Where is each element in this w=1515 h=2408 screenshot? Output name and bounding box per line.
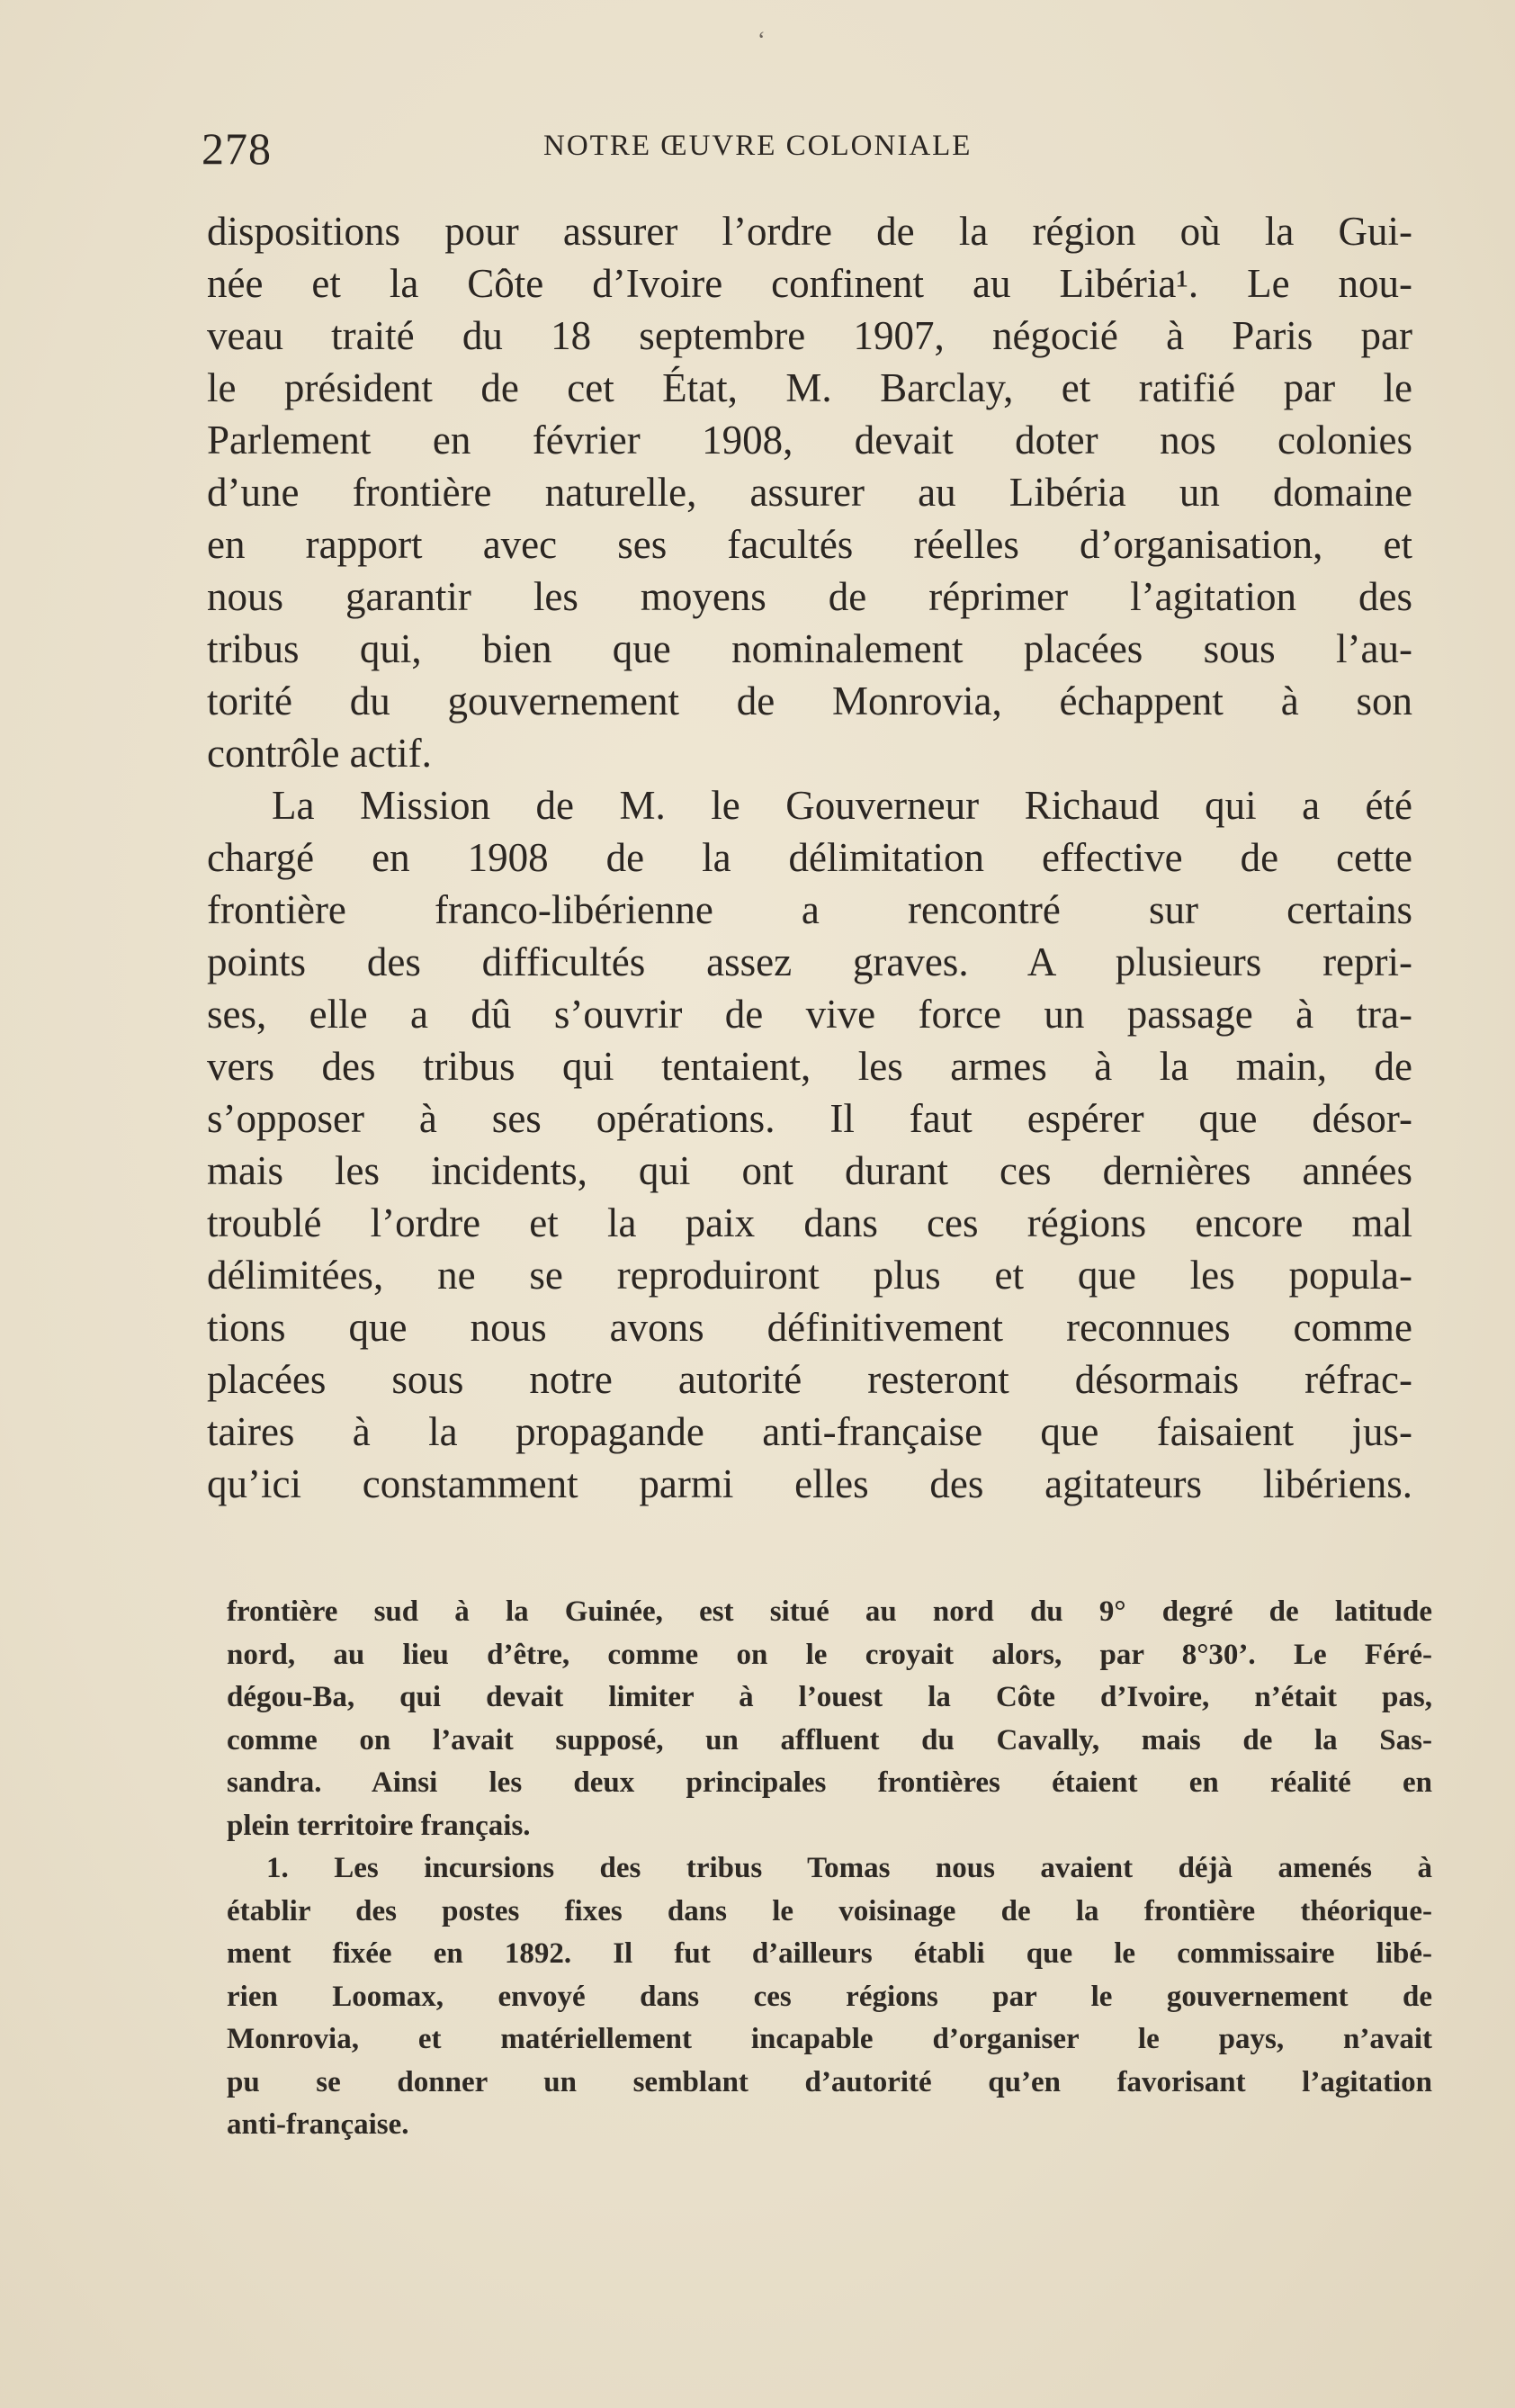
text-line: délimitées, ne se reproduiront plus et que les popula- [207,1253,1412,1298]
footnote-line: Monrovia, et matériellement incapable d’organiser le pays, n’avait [227,2023,1432,2055]
text-line: points des difficultés assez graves. A plusieurs repri- [207,939,1412,984]
footnote-line: établir des postes fixes dans le voisinage de la frontière théorique- [227,1894,1432,1927]
footnote-line: sandra. Ainsi les deux principales frontières étaient en réalité en [227,1766,1432,1799]
footnotes [227,1591,1432,2147]
text-line: torité du gouvernement de Monrovia, échappent à son [207,678,1412,723]
footnote-line: dégou-Ba, qui devait limiter à l’ouest la Côte d’Ivoire, n’était pas, [227,1681,1432,1713]
text-line: taires à la propagande anti-française que faisaient jus- [207,1409,1412,1454]
text-line: tions que nous avons définitivement reconnues comme [207,1305,1412,1350]
main-text [207,205,1412,1510]
text-line: le président de cet État, M. Barclay, et ratifié par le [207,365,1412,410]
print-mark: ‘ [758,27,766,53]
footnote-line: plein territoire français. [227,1809,531,1842]
text-line: vers des tribus qui tentaient, les armes à la main, de [207,1044,1412,1089]
text-line: Parlement en février 1908, devait doter nos colonies [207,418,1412,463]
text-line: placées sous notre autorité resteront désormais réfrac- [207,1357,1412,1402]
text-line: frontière franco-libérienne a rencontré sur certains [207,887,1412,932]
text-line: dispositions pour assurer l’ordre de la région où la Gui- [207,209,1412,254]
text-line: tribus qui, bien que nominalement placées sous l’au- [207,626,1412,671]
text-line: La Mission de M. le Gouverneur Richaud qui a été [272,783,1412,828]
page-number: 278 [202,123,272,174]
footnote-line: rien Loomax, envoyé dans ces régions par le gouvernement de [227,1980,1432,2013]
text-line: chargé en 1908 de la délimitation effective de cette [207,835,1412,880]
text-line: s’opposer à ses opérations. Il faut espérer que désor- [207,1096,1412,1141]
running-title: NOTRE ŒUVRE COLONIALE [543,130,973,162]
text-line: ses, elle a dû s’ouvrir de vive force un passage à tra- [207,992,1412,1037]
text-line: troublé l’ordre et la paix dans ces régions encore mal [207,1200,1412,1245]
footnote-line: ment fixée en 1892. Il fut d’ailleurs établi que le commissaire libé- [227,1937,1432,1970]
text-line: nous garantir les moyens de réprimer l’agitation des [207,574,1412,619]
footnote-line: 1. Les incursions des tribus Tomas nous avaient déjà amenés à [266,1852,1432,1884]
text-line: contrôle actif. [207,731,432,776]
text-line: en rapport avec ses facultés réelles d’organisation, et [207,522,1412,567]
footnote-line: pu se donner un semblant d’autorité qu’en favorisant l’agitation [227,2065,1432,2098]
text-line: mais les incidents, qui ont durant ces dernières années [207,1148,1412,1193]
footnote-line: nord, au lieu d’être, comme on le croyait alors, par 8°30’. Le Féré- [227,1638,1432,1671]
text-line: née et la Côte d’Ivoire confinent au Libéria¹. Le nou- [207,261,1412,306]
page-header [202,122,1425,176]
footnote-line: comme on l’avait supposé, un affluent du Cavally, mais de la Sas- [227,1723,1432,1757]
footnote-line: anti-française. [227,2108,409,2141]
text-line: veau traité du 18 septembre 1907, négocié à Paris par [207,313,1412,358]
text-line: qu’ici constamment parmi elles des agitateurs libériens. [207,1461,1412,1506]
footnote-line: frontière sud à la Guinée, est situé au nord du 9° degré de latitude [227,1595,1432,1628]
text-line: d’une frontière naturelle, assurer au Libéria un domaine [207,470,1412,515]
